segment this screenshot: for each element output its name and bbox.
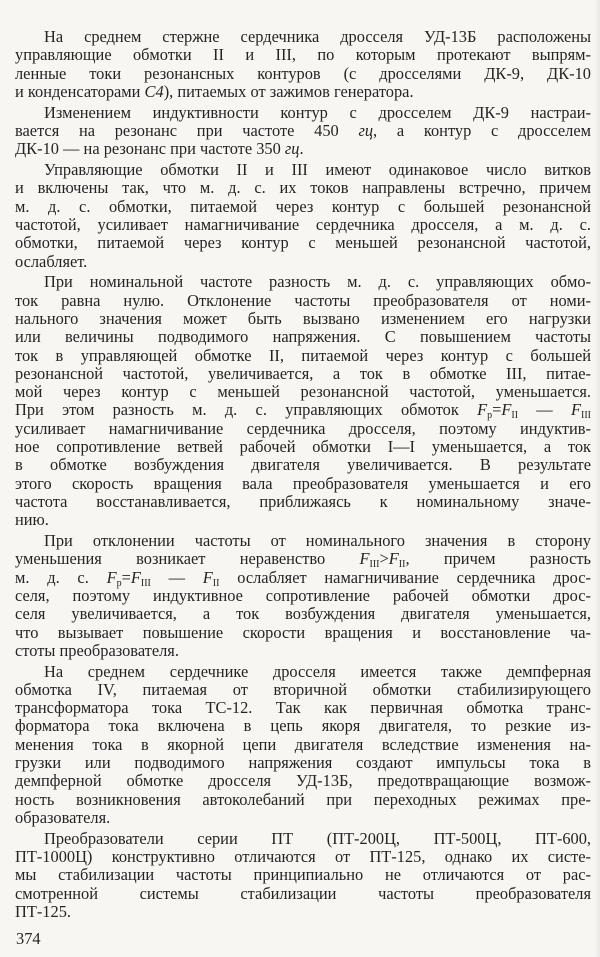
text-line: На среднем сердечнике дросселя имеется также демпферная bbox=[44, 661, 591, 681]
text-line: При номинальной частоте разность м. д. с. управляющих обмо- bbox=[44, 272, 591, 292]
italic-symbol: F bbox=[202, 567, 213, 587]
text-segment: , а контур с дросселем bbox=[373, 120, 592, 140]
text-line: нального значения может быть вызвано изменением его нагрузки bbox=[15, 308, 591, 328]
subscript: III bbox=[369, 559, 380, 571]
text-line: управляющие обмотки II и III, по которым протекают выпрям- bbox=[15, 45, 591, 65]
text-line: частота восстанавливается, приближаясь к номинальному значе- bbox=[15, 491, 591, 511]
italic-symbol: гц bbox=[284, 139, 300, 159]
text-line: ПТ-125. bbox=[15, 901, 71, 921]
page-body bbox=[15, 28, 591, 924]
subscript: II bbox=[398, 559, 406, 571]
text-line: При отклонении частоты от номинального значения в сторону bbox=[44, 531, 591, 551]
text-segment: м. д. с. bbox=[15, 567, 107, 587]
paragraph bbox=[15, 663, 591, 828]
text-line: селя увеличивается, а ток возбуждения двигателя уменьшается, bbox=[15, 604, 591, 624]
italic-symbol: F bbox=[388, 549, 399, 569]
subscript: III bbox=[580, 410, 591, 422]
subscript: II bbox=[212, 577, 220, 589]
text-line: м. д. с. обмотки, питаемой через контур с большей резонансной bbox=[15, 196, 591, 216]
text-line bbox=[15, 83, 591, 101]
italic-symbol: гц bbox=[358, 120, 374, 140]
paragraph bbox=[15, 28, 591, 101]
text-segment: ослабляет намагничивание сердечника дрос- bbox=[219, 567, 592, 587]
page-edge-shadow bbox=[594, 0, 600, 957]
subscript: р bbox=[487, 410, 493, 422]
text-segment: вается на резонанс при частоте 450 bbox=[15, 120, 359, 140]
text-segment: ), питаемых от зажимов генератора. bbox=[163, 81, 414, 101]
italic-symbol: F bbox=[501, 400, 512, 420]
subscript: II bbox=[511, 410, 519, 422]
text-segment: При этом разность м. д. с. управляющих обмоток bbox=[15, 400, 478, 420]
text-line: в обмотке возбуждения двигателя увеличивается. В результате bbox=[15, 455, 591, 475]
paragraph bbox=[15, 532, 591, 660]
text-segment: = bbox=[492, 400, 502, 420]
text-line: грузки или подводимого напряжения создают импульсы тока в bbox=[15, 753, 591, 773]
text-line: ность возникновения автоколебаний при переходных режимах пре- bbox=[15, 789, 591, 809]
text-segment: и конденсаторами bbox=[15, 81, 145, 101]
text-line: обмотки, питаемой через контур с меньшей резонансной частотой, bbox=[15, 233, 591, 253]
subscript: III bbox=[140, 577, 151, 589]
text-segment: уменьшения возникает неравенство bbox=[15, 549, 360, 569]
text-line: обмотка IV, питаемая от вторичной обмотки стабилизирующего bbox=[15, 679, 591, 699]
text-line: демпферной обмотке дросселя УД-13Б, предотвращающие возмож- bbox=[15, 771, 591, 791]
text-segment: — bbox=[518, 400, 571, 420]
text-line bbox=[15, 400, 591, 422]
text-line: Управляющие обмотки II и III имеют одинаковое число витков bbox=[44, 160, 591, 180]
paragraph bbox=[15, 161, 591, 271]
text-line: трансформатора тока ТС-12. Так как первичная обмотка транс- bbox=[15, 698, 591, 718]
italic-symbol: F bbox=[359, 549, 370, 569]
page-number: 374 bbox=[16, 929, 41, 948]
text-line: ослабляет. bbox=[15, 251, 88, 271]
text-line: образователя. bbox=[15, 807, 111, 827]
text-segment: . bbox=[299, 139, 304, 159]
text-line: менения тока в якорной цепи двигателя вследствие изменения на- bbox=[15, 734, 591, 754]
text-line: ПТ-1000Ц) конструктивно отличаются от ПТ-125, однако их систе- bbox=[15, 847, 591, 867]
italic-symbol: F bbox=[570, 400, 581, 420]
text-line: или величины подводимого напряжения. С повышением частоты bbox=[15, 327, 591, 347]
paragraph bbox=[15, 104, 591, 159]
text-segment: — bbox=[150, 567, 203, 587]
text-line: На среднем стержне сердечника дросселя УД-13Б расположены bbox=[44, 27, 591, 46]
text-line: этого скорость вращения вала преобразователя уменьшается и его bbox=[15, 473, 591, 493]
text-line: селя, поэтому индуктивное сопротивление рабочей обмотки дрос- bbox=[15, 585, 591, 605]
text-line: смотренной системы стабилизации частоты преобразователя bbox=[15, 883, 591, 903]
text-line: Изменением индуктивности контур с дросселем ДК-9 настраи- bbox=[44, 102, 591, 122]
text-line: форматора тока включена в цепь якоря двигателя, то резкие из- bbox=[15, 716, 591, 736]
text-line bbox=[15, 140, 591, 158]
text-line: и включены так, что м. д. с. их токов направлены встречно, причем bbox=[15, 178, 591, 198]
paragraph bbox=[15, 273, 591, 529]
text-line: стоты преобразователя. bbox=[15, 640, 179, 660]
text-segment: = bbox=[121, 567, 131, 587]
text-line: мы стабилизации частоты принципиально не отличаются от рас- bbox=[15, 865, 591, 885]
text-line: ное сопротивление ветвей рабочей обмотки I—I уменьшается, а ток bbox=[15, 437, 591, 457]
text-line: мой через контур с меньшей резонансной частотой, уменьшается. bbox=[15, 382, 591, 402]
text-segment: > bbox=[379, 549, 389, 569]
italic-symbol: F bbox=[106, 567, 117, 587]
text-line: нию. bbox=[15, 510, 49, 530]
text-line bbox=[15, 549, 591, 571]
text-line bbox=[15, 122, 591, 140]
text-line: ток равна нулю. Отклонение частоты преобразователя от номи- bbox=[15, 290, 591, 310]
text-line: Преобразователи серии ПТ (ПТ-200Ц, ПТ-500Ц, ПТ-600, bbox=[44, 828, 591, 848]
text-line: частотой, усиливает намагничивание сердечника дросселя, а м. д. с. bbox=[15, 214, 591, 234]
text-line bbox=[15, 569, 591, 587]
italic-symbol: F bbox=[477, 400, 488, 420]
text-line: резонансной частотой, увеличивается, а ток в обмотке III, питае- bbox=[15, 363, 591, 383]
text-segment: , причем разность bbox=[405, 549, 591, 569]
subscript: р bbox=[116, 577, 122, 589]
text-line: ток в управляющей обмотке II, питаемой через контур с большей bbox=[15, 345, 591, 365]
text-line: усиливает намагничивание сердечника дросселя, поэтому индуктив- bbox=[15, 418, 591, 438]
text-line: ленные токи резонансных контуров (с дросселями ДК-9, ДК-10 bbox=[15, 63, 591, 83]
italic-symbol: F bbox=[130, 567, 141, 587]
italic-symbol: C4 bbox=[144, 81, 164, 101]
text-segment: ДК-10 — на резонанс при частоте 350 bbox=[15, 139, 285, 159]
paragraph bbox=[15, 830, 591, 921]
text-line: что вызывает повышение скорости вращения и восстановление ча- bbox=[15, 622, 591, 642]
